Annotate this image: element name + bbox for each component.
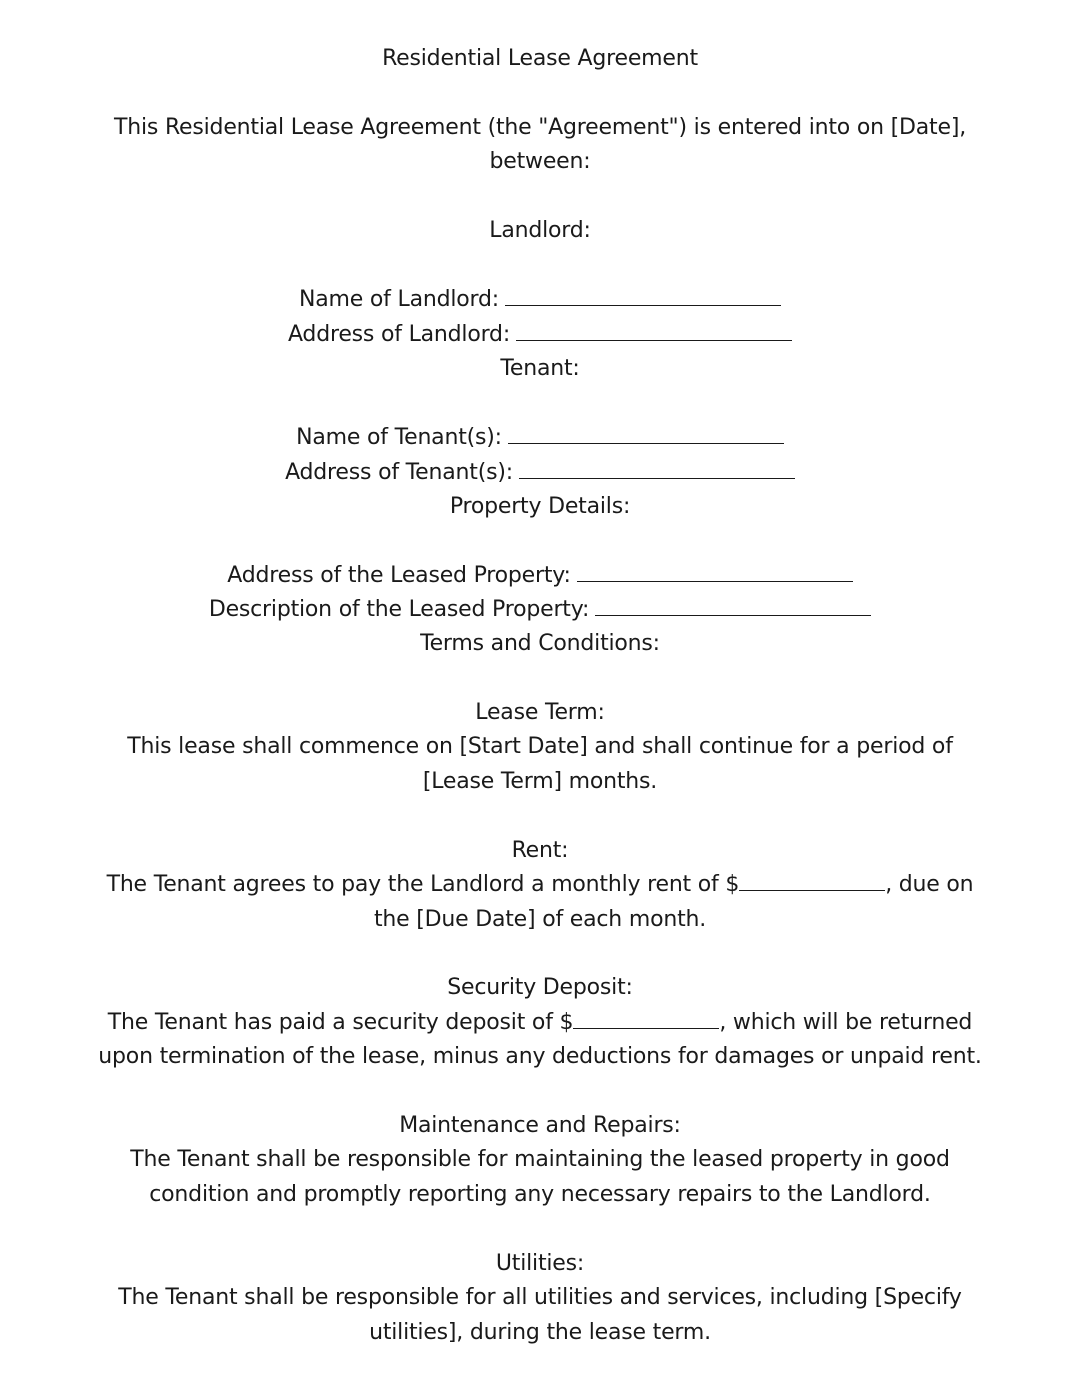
intro-line-1: This Residential Lease Agreement (the "Agreement") is entered into on [Date], <box>114 115 966 140</box>
lease-term-line-1: This lease shall commence on [Start Date] and shall continue for a period of <box>127 734 953 759</box>
rent-line-2: the [Due Date] of each month. <box>373 907 707 932</box>
landlord-name-label: Name of Landlord: <box>299 287 499 312</box>
property-address-blank <box>577 559 853 582</box>
tenant-name-label: Name of Tenant(s): <box>296 425 502 450</box>
tenant-address-field <box>40 456 1040 491</box>
maintenance-heading: Maintenance and Repairs: <box>399 1113 681 1138</box>
utilities-line-2: utilities], during the lease term. <box>369 1320 711 1345</box>
tenant-heading: Tenant: <box>500 356 580 381</box>
property-address-field <box>40 559 1040 594</box>
property-description-field <box>40 593 1040 628</box>
intro-line-2: between: <box>489 149 591 174</box>
tenant-address-label: Address of Tenant(s): <box>285 460 513 485</box>
property-heading: Property Details: <box>449 494 631 519</box>
lease-term-heading: Lease Term: <box>475 700 605 725</box>
property-address-label: Address of the Leased Property: <box>227 563 571 588</box>
property-description-blank <box>595 593 871 616</box>
property-description-label: Description of the Leased Property: <box>208 597 590 622</box>
lease-term-line-2: [Lease Term] months. <box>422 769 658 794</box>
landlord-address-blank <box>516 318 792 341</box>
terms-heading: Terms and Conditions: <box>420 631 660 656</box>
tenant-name-field <box>40 421 1040 456</box>
utilities-line-1: The Tenant shall be responsible for all utilities and services, including [Specify <box>118 1285 962 1310</box>
deposit-line-1 <box>40 1006 1040 1041</box>
utilities-heading: Utilities: <box>495 1251 585 1276</box>
deposit-line-2: upon termination of the lease, minus any deductions for damages or unpaid rent. <box>98 1044 982 1069</box>
tenant-name-blank <box>508 421 784 444</box>
rent-amount-blank <box>739 868 885 891</box>
rent-line-1 <box>40 868 1040 903</box>
maintenance-line-1: The Tenant shall be responsible for maintaining the leased property in good <box>130 1147 950 1172</box>
rent-heading: Rent: <box>511 838 569 863</box>
document-title: Residential Lease Agreement <box>382 46 698 71</box>
deposit-text-after: , which will be returned <box>719 1010 973 1035</box>
maintenance-line-2: condition and promptly reporting any necessary repairs to the Landlord. <box>149 1182 931 1207</box>
rent-text-after: , due on <box>885 872 974 897</box>
deposit-amount-blank <box>573 1006 719 1029</box>
tenant-address-blank <box>519 456 795 479</box>
landlord-name-field <box>40 283 1040 318</box>
landlord-address-field <box>40 318 1040 353</box>
landlord-address-label: Address of Landlord: <box>287 322 511 347</box>
landlord-name-blank <box>505 283 781 306</box>
deposit-text-before: The Tenant has paid a security deposit of $ <box>107 1010 574 1035</box>
landlord-heading: Landlord: <box>489 218 591 243</box>
deposit-heading: Security Deposit: <box>447 975 633 1000</box>
rent-text-before: The Tenant agrees to pay the Landlord a monthly rent of $ <box>106 872 740 897</box>
